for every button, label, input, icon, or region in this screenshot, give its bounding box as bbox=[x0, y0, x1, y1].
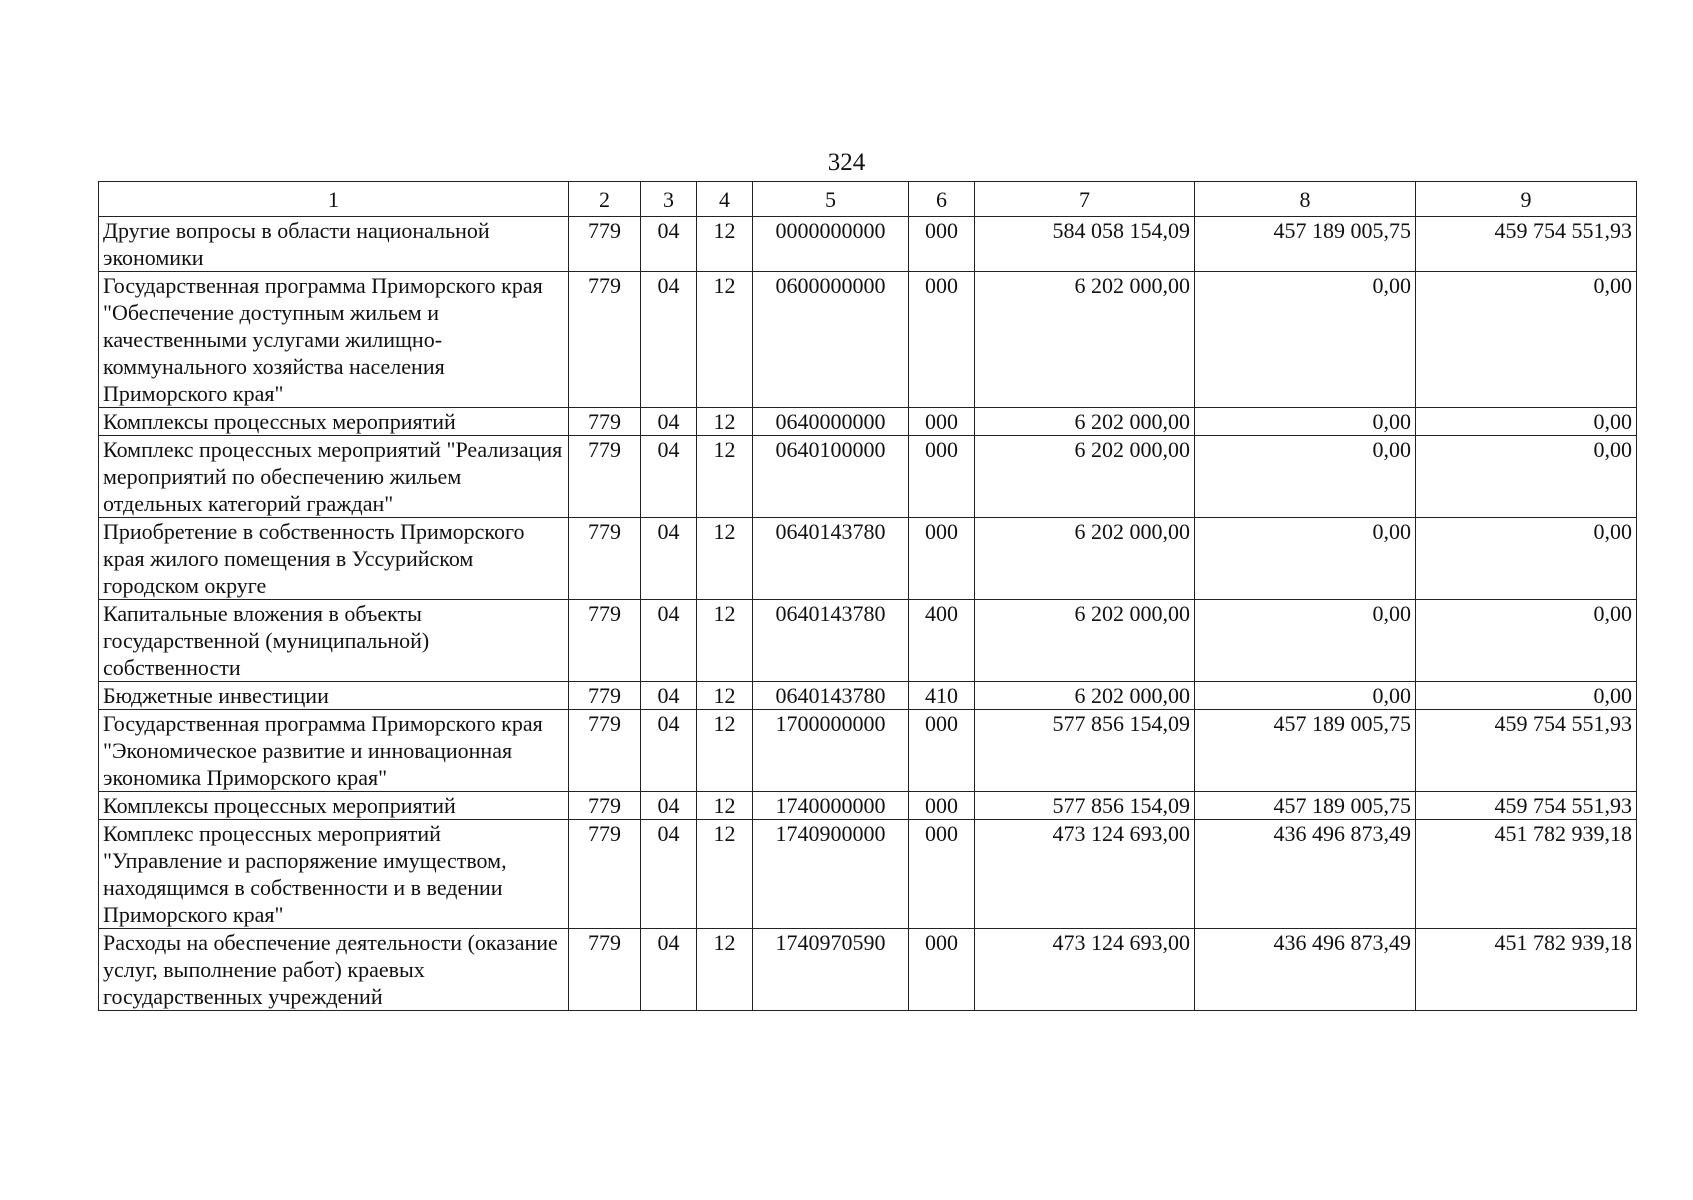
table-row bbox=[99, 682, 1637, 710]
code-subsection: 12 bbox=[697, 710, 753, 792]
table-row bbox=[99, 436, 1637, 518]
column-header: 4 bbox=[697, 182, 753, 217]
amount-col-7: 577 856 154,09 bbox=[975, 792, 1195, 820]
code-section: 04 bbox=[641, 518, 697, 600]
code-target: 1740970590 bbox=[753, 929, 909, 1011]
amount-col-7: 6 202 000,00 bbox=[975, 518, 1195, 600]
row-name: Комплекс процессных мероприятий "Управление и распоряжение имуществом, находящимся в собственности и в ведении Приморского края" bbox=[99, 820, 569, 929]
table-row bbox=[99, 820, 1637, 929]
amount-col-8: 0,00 bbox=[1195, 408, 1416, 436]
amount-col-9: 0,00 bbox=[1416, 436, 1637, 518]
code-section: 04 bbox=[641, 792, 697, 820]
code-expense-type: 400 bbox=[909, 600, 975, 682]
header-row bbox=[99, 182, 1637, 217]
amount-col-7: 6 202 000,00 bbox=[975, 436, 1195, 518]
table-row bbox=[99, 408, 1637, 436]
code-expense-type: 000 bbox=[909, 792, 975, 820]
amount-col-7: 6 202 000,00 bbox=[975, 682, 1195, 710]
code-section: 04 bbox=[641, 217, 697, 272]
code-target: 0640100000 bbox=[753, 436, 909, 518]
table-row bbox=[99, 272, 1637, 408]
code-expense-type: 000 bbox=[909, 518, 975, 600]
code-expense-type: 000 bbox=[909, 408, 975, 436]
code-section: 04 bbox=[641, 682, 697, 710]
amount-col-8: 436 496 873,49 bbox=[1195, 820, 1416, 929]
column-header: 2 bbox=[569, 182, 641, 217]
column-header: 7 bbox=[975, 182, 1195, 217]
code-target: 0000000000 bbox=[753, 217, 909, 272]
table-row bbox=[99, 518, 1637, 600]
code-ved: 779 bbox=[569, 217, 641, 272]
amount-col-7: 6 202 000,00 bbox=[975, 600, 1195, 682]
amount-col-9: 459 754 551,93 bbox=[1416, 792, 1637, 820]
code-section: 04 bbox=[641, 820, 697, 929]
amount-col-7: 6 202 000,00 bbox=[975, 272, 1195, 408]
amount-col-9: 459 754 551,93 bbox=[1416, 710, 1637, 792]
code-target: 1700000000 bbox=[753, 710, 909, 792]
column-header: 1 bbox=[99, 182, 569, 217]
code-section: 04 bbox=[641, 929, 697, 1011]
column-header: 6 bbox=[909, 182, 975, 217]
amount-col-9: 0,00 bbox=[1416, 518, 1637, 600]
amount-col-8: 457 189 005,75 bbox=[1195, 710, 1416, 792]
code-section: 04 bbox=[641, 408, 697, 436]
amount-col-8: 0,00 bbox=[1195, 682, 1416, 710]
code-expense-type: 000 bbox=[909, 929, 975, 1011]
row-name: Приобретение в собственность Приморского края жилого помещения в Уссурийском городском округе bbox=[99, 518, 569, 600]
code-subsection: 12 bbox=[697, 929, 753, 1011]
code-ved: 779 bbox=[569, 436, 641, 518]
row-name: Капитальные вложения в объекты государственной (муниципальной) собственности bbox=[99, 600, 569, 682]
table-row bbox=[99, 929, 1637, 1011]
amount-col-8: 0,00 bbox=[1195, 518, 1416, 600]
code-expense-type: 000 bbox=[909, 436, 975, 518]
table-row bbox=[99, 600, 1637, 682]
code-ved: 779 bbox=[569, 710, 641, 792]
column-header: 8 bbox=[1195, 182, 1416, 217]
code-subsection: 12 bbox=[697, 408, 753, 436]
code-subsection: 12 bbox=[697, 600, 753, 682]
amount-col-9: 451 782 939,18 bbox=[1416, 820, 1637, 929]
row-name: Государственная программа Приморского края "Обеспечение доступным жильем и качественными услугами жилищно-коммунального хозяйства населения Приморского края" bbox=[99, 272, 569, 408]
amount-col-8: 457 189 005,75 bbox=[1195, 792, 1416, 820]
table-row bbox=[99, 792, 1637, 820]
table-body bbox=[99, 217, 1637, 1011]
code-expense-type: 000 bbox=[909, 217, 975, 272]
amount-col-9: 0,00 bbox=[1416, 408, 1637, 436]
code-ved: 779 bbox=[569, 792, 641, 820]
amount-col-8: 0,00 bbox=[1195, 600, 1416, 682]
code-subsection: 12 bbox=[697, 792, 753, 820]
code-ved: 779 bbox=[569, 600, 641, 682]
code-expense-type: 410 bbox=[909, 682, 975, 710]
row-name: Комплексы процессных мероприятий bbox=[99, 408, 569, 436]
code-ved: 779 bbox=[569, 929, 641, 1011]
row-name: Комплекс процессных мероприятий "Реализация мероприятий по обеспечению жильем отдельных категорий граждан" bbox=[99, 436, 569, 518]
amount-col-8: 0,00 bbox=[1195, 436, 1416, 518]
amount-col-7: 584 058 154,09 bbox=[975, 217, 1195, 272]
code-target: 0640143780 bbox=[753, 518, 909, 600]
code-ved: 779 bbox=[569, 820, 641, 929]
code-subsection: 12 bbox=[697, 820, 753, 929]
column-header: 5 bbox=[753, 182, 909, 217]
code-target: 1740000000 bbox=[753, 792, 909, 820]
code-target: 1740900000 bbox=[753, 820, 909, 929]
amount-col-9: 0,00 bbox=[1416, 682, 1637, 710]
amount-col-9: 451 782 939,18 bbox=[1416, 929, 1637, 1011]
code-subsection: 12 bbox=[697, 436, 753, 518]
code-target: 0600000000 bbox=[753, 272, 909, 408]
code-expense-type: 000 bbox=[909, 710, 975, 792]
amount-col-9: 459 754 551,93 bbox=[1416, 217, 1637, 272]
code-subsection: 12 bbox=[697, 682, 753, 710]
code-target: 0640000000 bbox=[753, 408, 909, 436]
code-subsection: 12 bbox=[697, 518, 753, 600]
row-name: Бюджетные инвестиции bbox=[99, 682, 569, 710]
amount-col-8: 0,00 bbox=[1195, 272, 1416, 408]
amount-col-7: 577 856 154,09 bbox=[975, 710, 1195, 792]
code-target: 0640143780 bbox=[753, 600, 909, 682]
row-name: Комплексы процессных мероприятий bbox=[99, 792, 569, 820]
amount-col-7: 473 124 693,00 bbox=[975, 820, 1195, 929]
code-target: 0640143780 bbox=[753, 682, 909, 710]
amount-col-7: 6 202 000,00 bbox=[975, 408, 1195, 436]
amount-col-8: 457 189 005,75 bbox=[1195, 217, 1416, 272]
code-section: 04 bbox=[641, 436, 697, 518]
table-row bbox=[99, 710, 1637, 792]
row-name: Другие вопросы в области национальной экономики bbox=[99, 217, 569, 272]
column-header: 3 bbox=[641, 182, 697, 217]
budget-table bbox=[98, 181, 1637, 1011]
amount-col-7: 473 124 693,00 bbox=[975, 929, 1195, 1011]
code-expense-type: 000 bbox=[909, 820, 975, 929]
amount-col-8: 436 496 873,49 bbox=[1195, 929, 1416, 1011]
column-header: 9 bbox=[1416, 182, 1637, 217]
table-row bbox=[99, 217, 1637, 272]
code-ved: 779 bbox=[569, 408, 641, 436]
code-ved: 779 bbox=[569, 682, 641, 710]
code-expense-type: 000 bbox=[909, 272, 975, 408]
amount-col-9: 0,00 bbox=[1416, 272, 1637, 408]
code-section: 04 bbox=[641, 710, 697, 792]
code-section: 04 bbox=[641, 600, 697, 682]
row-name: Государственная программа Приморского края "Экономическое развитие и инновационная экономика Приморского края" bbox=[99, 710, 569, 792]
amount-col-9: 0,00 bbox=[1416, 600, 1637, 682]
code-ved: 779 bbox=[569, 272, 641, 408]
code-subsection: 12 bbox=[697, 217, 753, 272]
code-ved: 779 bbox=[569, 518, 641, 600]
page-number: 324 bbox=[827, 149, 866, 176]
row-name: Расходы на обеспечение деятельности (оказание услуг, выполнение работ) краевых государственных учреждений bbox=[99, 929, 569, 1011]
code-section: 04 bbox=[641, 272, 697, 408]
code-subsection: 12 bbox=[697, 272, 753, 408]
